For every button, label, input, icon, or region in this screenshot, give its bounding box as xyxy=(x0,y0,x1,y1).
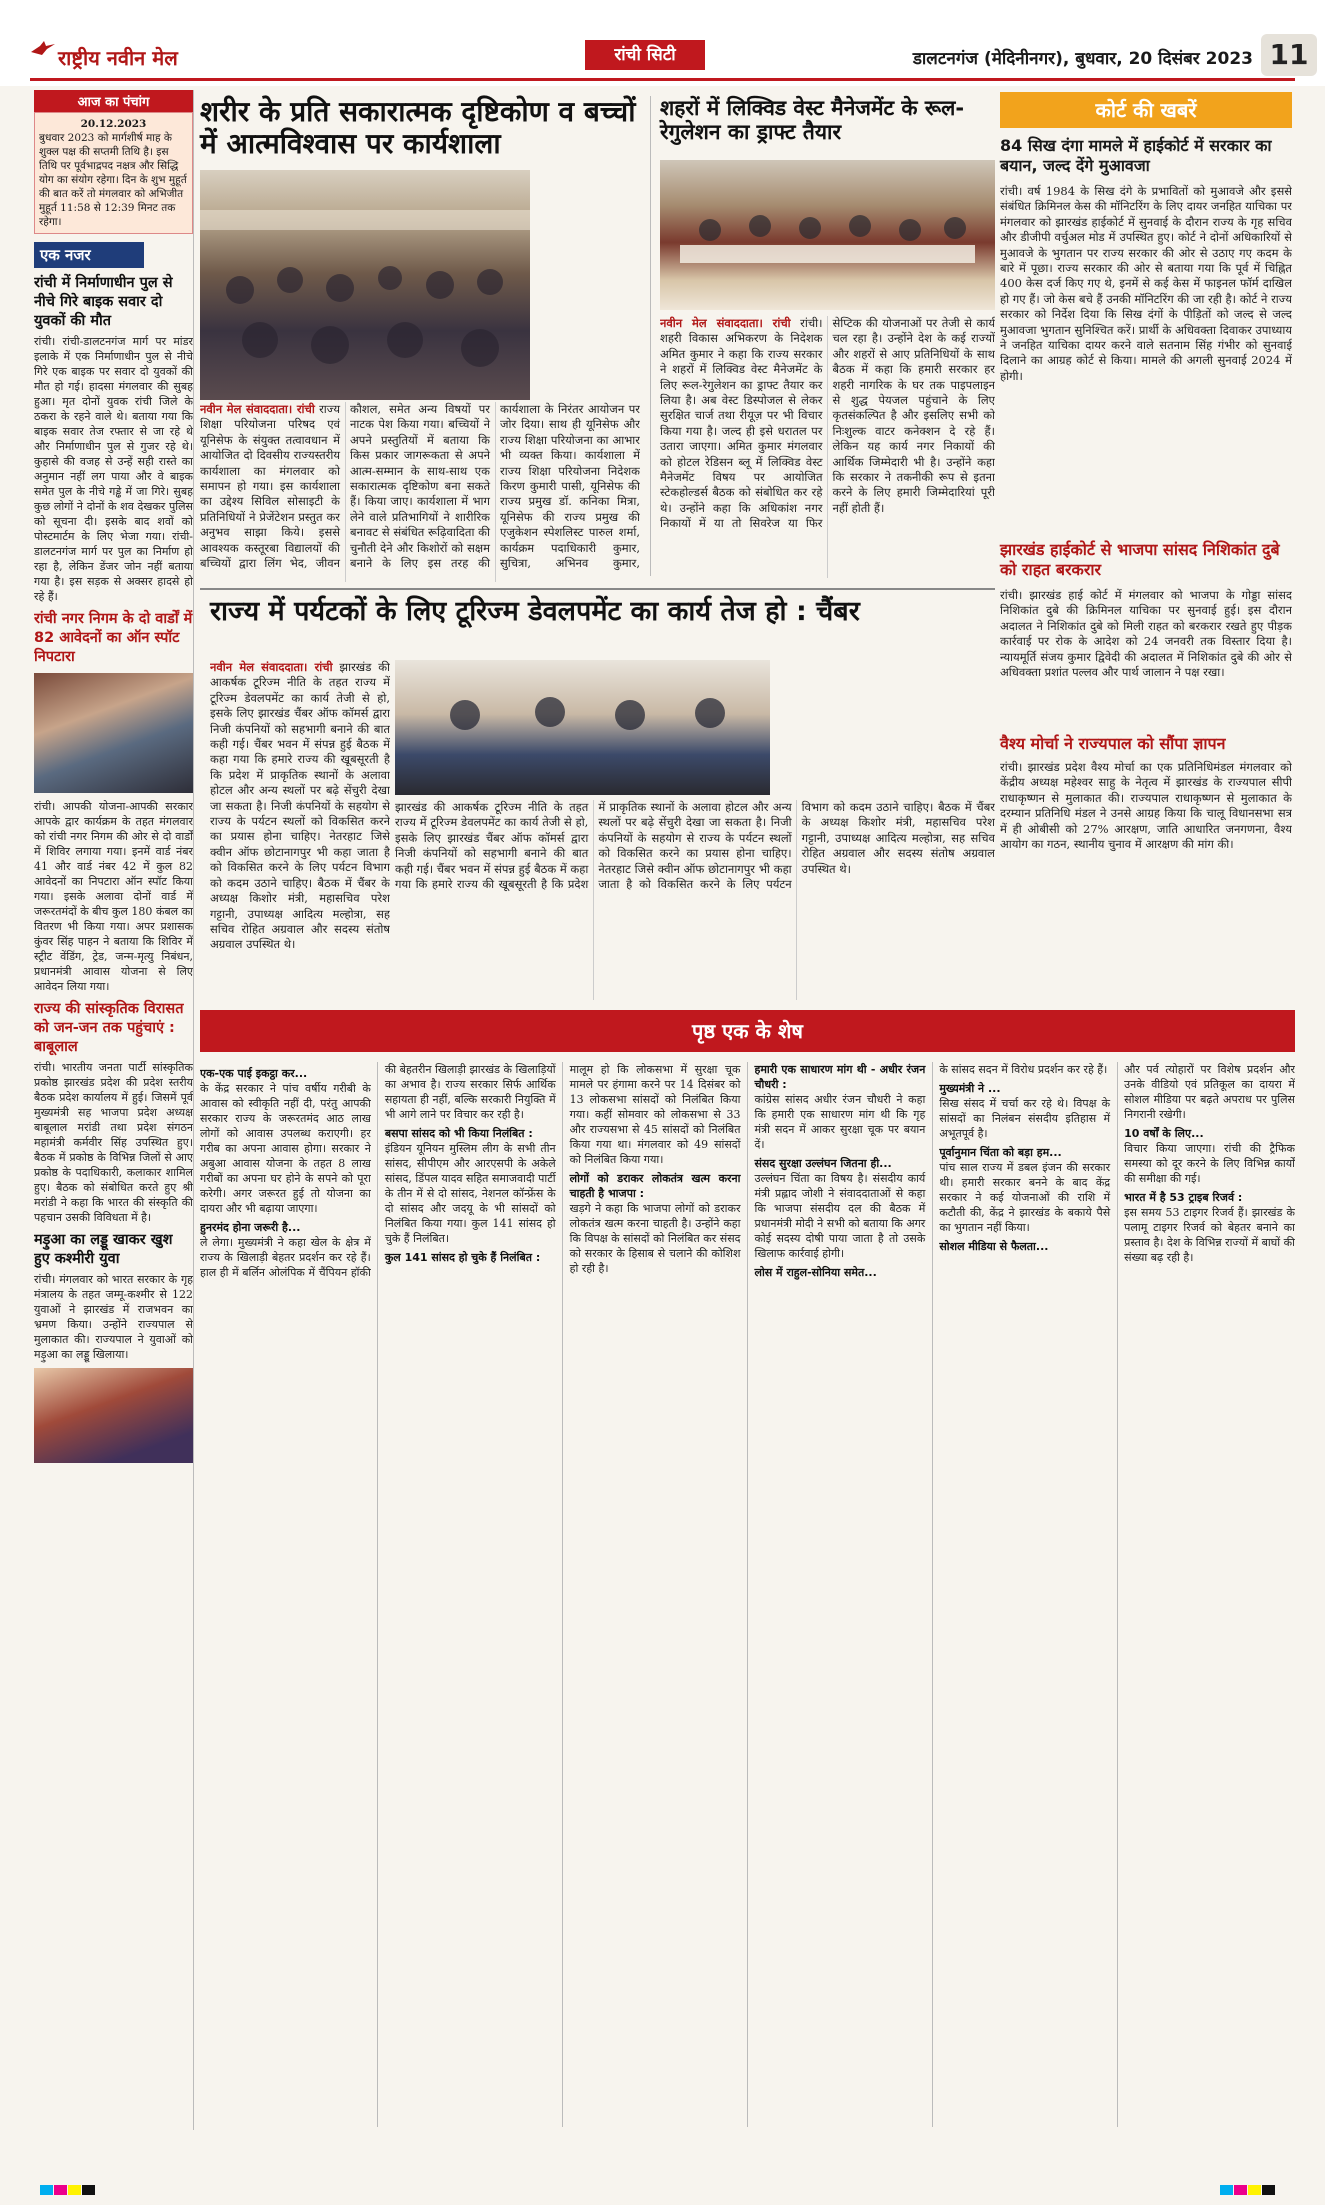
continued-text: मालूम हो कि लोकसभा में सुरक्षा चूक मामले पर हंगामा करने पर 14 दिसंबर को 13 लोकसभा सांसदों को निलंबित किया गया। कहीं सोमवार को लोकसभा से 33 और राज्यसभा से 45 सांसदों को निलंबित किया गया था। मंगलवार को 49 सांसदों को निलंबित किया गया। xyxy=(569,1063,741,1166)
court-body-2: रांची। झारखंड हाई कोर्ट में मंगलवार को भाजपा के गोड्डा सांसद निशिकांत दुबे की क्रिमिनल याचिका पर सुनवाई हुई। इस दौरान अदालत ने निशिकांत दुबे को मिली राहत को बरकरार रखते हुए पीड़क कार्रवाई पर रोक के आदेश को 24 जनवरी तक विस्तार दिया है। न्यायमूर्ति संजय कुमार द्विवेदी की अदालत में निशिकांत दुबे की ओर से अधिवक्ता प्रशांत पल्लव और पार्थ जालान ने पक्ष रखा। xyxy=(1000,588,1292,680)
article-2-byline: नवीन मेल संवाददाता। रांची xyxy=(660,316,791,330)
meeting-photo xyxy=(660,160,995,310)
left-headline-1: रांची में निर्माणाधीन पुल से नीचे गिरे बाइक सवार दो युवकों की मौत xyxy=(34,275,173,329)
footer xyxy=(0,2160,1325,2205)
continued-columns xyxy=(200,1062,1295,2127)
cyan-swatch xyxy=(1220,2185,1233,2195)
article-1-byline: नवीन मेल संवाददाता। रांची xyxy=(200,402,315,416)
page-number: 11 xyxy=(1261,34,1317,76)
continued-subhead: कुल 141 सांसद हो चुके हैं निलंबित : xyxy=(384,1251,541,1264)
bird-logo-icon xyxy=(30,40,56,56)
court-headline-2: झारखंड हाईकोर्ट से भाजपा सांसद निशिकांत दुबे को राहत बरकरार xyxy=(1000,540,1280,579)
continued-text: इस समय 53 टाइगर रिजर्व हैं। झारखंड के पलामू टाइगर रिजर्व को बेहतर बनाने का प्रस्ताव है। देश के विभिन्न राज्यों में बाघों की संख्या बढ़ रही है। xyxy=(1124,1206,1295,1264)
continued-subhead: मुख्यमंत्री ने ... xyxy=(939,1082,1001,1095)
yellow-swatch xyxy=(68,2185,81,2195)
continued-subhead: 10 वर्षों के लिए... xyxy=(1124,1127,1204,1140)
court-body-1: रांची। वर्ष 1984 के सिख दंगे के प्रभावितों को मुआवजे और इससे संबंधित क्रिमिनल केस की मॉनिटरिंग के लिए दायर जनहित याचिका पर मंगलवार को झारखंड हाईकोर्ट में सुनवाई के दौरान राज्य के गृह सचिव और डीजीपी वर्चुअल मोड में उपस्थित हुए। कोर्ट ने दोनों अधिकारियों से मुआवजे के भुगतान पर राज्य सरकार की ओर से उठाए गए कदम के बारे में पूछा। राज्य सरकार की ओर से बताया गया कि पूर्व में चिह्नित 400 केस दर्ज किए गए थे, इनमें से कई केस में फाइनल फॉर्म दाखिल हो गए हैं। जो केस बचे हैं उनकी मॉनिटरिंग की जा रही है। कोर्ट ने राज्य सरकार को निर्देश दिया कि सिख दंगों के पीड़ितों को जल्द से जल्द मुआवजा भुगतान सुनिश्चित करें। प्रार्थी के अधिवक्ता दिवाकर उपाध्याय ने जनहित याचिका दायर करने वाले सतनाम सिंह गंभीर को सुनवाई दिलाने का आग्रह कोर्ट से किया। मामले की अगली सुनवाई 2024 में होगी। xyxy=(1000,184,1292,383)
article-3-headline: राज्य में पर्यटकों के लिए टूरिज्म डेवलपमेंट का कार्य तेज हो : चैंबर xyxy=(210,596,860,627)
continued-text: विचार किया जाएगा। रांची की ट्रैफिक समस्या को दूर करने के लिए विभिन्न कार्यों की समीक्षा की गई। xyxy=(1124,1142,1295,1185)
camp-photo xyxy=(34,673,193,793)
workshop-photo-figures xyxy=(200,170,530,400)
court-headline-3: वैश्य मोर्चा ने राज्यपाल को सौंपा ज्ञापन xyxy=(1000,734,1226,753)
continued-subhead: संसद सुरक्षा उल्लंघन जितना ही... xyxy=(754,1157,892,1170)
court-body-3: रांची। झारखंड प्रदेश वैश्य मोर्चा का एक प्रतिनिधिमंडल मंगलवार को केंद्रीय अध्यक्ष महेश्वर साहु के नेतृत्व में झारखंड के राज्यपाल सीपी राधाकृष्णन से मुलाकात की। राज्यपाल राधाकृष्णन से मुलाकात के दरम्यान प्रतिनिधि मंडल ने उनसे आग्रह किया कि चालू विधानसभा सत्र में ही ओबीसी को 27% आरक्षण, जाति आधारित जनगणना, वैश्य आयोग का गठन, स्थानीय चुनाव में आरक्षण की मांग की। xyxy=(1000,760,1292,852)
ek-nazar-label: एक नजर xyxy=(34,242,144,268)
left-body-4: रांची। मंगलवार को भारत सरकार के गृह मंत्रालय के तहत जम्मू-कश्मीर से 122 युवाओं ने झारखंड में राजभवन का भ्रमण किया। उन्होंने राज्यपाल से मुलाकात की। राज्यपाल ने युवाओं को मड़ुआ का लड्डू खिलाया। xyxy=(34,1273,193,1361)
continued-subhead: बसपा सांसद को भी किया निलंबित : xyxy=(384,1127,533,1140)
left-headline-3: राज्य की सांस्कृतिक विरासत को जन-जन तक पहुंचाएं : बाबूलाल xyxy=(34,1001,184,1055)
continued-text: खड़गे ने कहा कि भाजपा लोगों को डराकर लोकतंत्र खत्म करना चाहती है। उन्होंने कहा कि विपक्ष के सांसदों को निलंबित कर संसद को सरकार के हिसाब से चलाने की कोशिश हो रही है। xyxy=(569,1202,741,1275)
continued-strip-title: पृष्ठ एक के शेष xyxy=(692,1019,803,1043)
left-body-3: रांची। भारतीय जनता पार्टी सांस्कृतिक प्रकोष्ठ झारखंड प्रदेश की प्रदेश स्तरीय बैठक प्रदेश कार्यालय में हुई। जिसमें पूर्व मुख्यमंत्री सह भाजपा प्रदेश अध्यक्ष बाबूलाल मरांडी तथा प्रदेश संगठन महामंत्री कर्मवीर सिंह उपस्थित हुए। बैठक में प्रकोष्ठ के विभिन्न जिलों से आए प्रकोष्ठ के पदाधिकारी, कलाकार शामिल हुए। बैठक को संबोधित करते हुए श्री मरांडी ने कहा कि भारत की संस्कृति की पहचान उसकी विविधता में है। xyxy=(34,1061,193,1224)
article-3-byline: नवीन मेल संवाददाता। रांची xyxy=(210,660,333,674)
panchang-text: बुधवार 2023 को मार्गशीर्ष माह के शुक्ल पक्ष की सप्तमी तिथि है। इस तिथि पर पूर्वभाद्रपद नक्षत्र और सिद्धि योग का संयोग रहेगा। दिन के शुभ मुहूर्त की बात करें तो मंगलवार को अभिजीत मुहूर्त 11:58 से 12:39 मिनट तक रहेगा। xyxy=(39,132,187,228)
continued-subhead: पूर्वानुमान चिंता को बड़ा हम... xyxy=(939,1146,1062,1159)
meeting-photo-figures xyxy=(660,160,995,310)
continued-text: कांग्रेस सांसद अधीर रंजन चौधरी ने कहा कि हमारी एक साधारण मांग थी कि गृह मंत्री सदन में आकर सुरक्षा चूक पर बयान दें। xyxy=(754,1093,926,1151)
court-headline-1: 84 सिख दंगा मामले में हाईकोर्ट में सरकार का बयान, जल्द देंगे मुआवजा xyxy=(1000,136,1272,175)
left-column xyxy=(34,90,194,2130)
left-headline-2: रांची नगर निगम के दो वार्डों में 82 आवेदनों का ऑन स्पॉट निपटारा xyxy=(34,611,193,665)
masthead-rule xyxy=(30,78,1295,81)
panchang-box xyxy=(34,112,193,234)
continued-text: ले लेगा। मुख्यमंत्री ने कहा खेल के क्षेत्र में राज्य के खिलाड़ी बेहतर प्रदर्शन कर रहे हैं। हाल ही में बर्लिन ओलंपिक में चैंपियन हॉकी की बेहतरीन खिलाड़ी झारखंड के खिलाड़ियों का अभाव है। राज्य सरकार सिर्फ आर्थिक सहायता ही नहीं, बल्कि सरकारी नियुक्ति में भी आगे लाने पर विचार कर रही है। xyxy=(200,1063,556,1279)
left-body-2: रांची। आपकी योजना-आपकी सरकार आपके द्वार कार्यक्रम के तहत मंगलवार को रांची नगर निगम की ओर से दो वार्डों में शिविर लगाया गया। इनमें वार्ड नंबर 41 और वार्ड नंबर 42 में कुल 82 आवेदनों का निपटारा ऑन स्पॉट किया गया। इसके अलावा दोनों वार्ड में जरूरतमंदों के बीच कुल 180 कंबल का वितरण भी किया गया। अपर प्रशासक कुंवर सिंह पाहन ने बताया कि शिविर में स्ट्रीट वेंडिंग, ट्रेड, जन्म-मृत्यु निबंधन, प्रधानमंत्री आवास योजना से लिए आवेदन लिया गया। xyxy=(34,800,193,993)
article-3-text-cont: झारखंड की आकर्षक टूरिज्म नीति के तहत राज्य में टूरिज्म डेवलपमेंट का कार्य तेजी से हो, इसके लिए झारखंड चैंबर ऑफ कॉमर्स द्वारा निजी कंपनियों को सहभागी बनाने की बात कही गई। चैंबर भवन में संपन्न हुई बैठक में कहा गया कि हमारे राज्य की खूबसूरती है कि प्रदेश में प्राकृतिक स्थानों के अलावा होटल और अन्य स्थलों पर बढ़े सेंचुरी देखा जा सकता है। निजी कंपनियों के सहयोग से राज्य के पर्यटन स्थलों को विकसित करने का प्रयास होना चाहिए। नेतरहाट जिसे क्वीन ऑफ छोटानागपुर भी कहा जाता है को विकसित करने के लिए पर्यटन विभाग को कदम उठाने चाहिए। बैठक में चैंबर के अध्यक्ष किशोर मंत्री, महासचिव परेश गट्टानी, उपाध्यक्ष आदित्य मल्होत्रा, सह सचिव रोहित अग्रवाल और सदस्य संतोष अग्रवाल उपस्थित थे। xyxy=(395,800,995,892)
article-3-text: झारखंड की आकर्षक टूरिज्म नीति के तहत राज्य में टूरिज्म डेवलपमेंट का कार्य तेजी से हो, इसके लिए झारखंड चैंबर ऑफ कॉमर्स द्वारा निजी कंपनियों को सहभागी बनाने की बात कही गई। चैंबर भवन में संपन्न हुई बैठक में कहा गया कि हमारे राज्य की खूबसूरती है कि प्रदेश में प्राकृतिक स्थानों के अलावा होटल और अन्य स्थलों पर बढ़े सेंचुरी देखा जा सकता है। निजी कंपनियों के सहयोग से राज्य के पर्यटन स्थलों को विकसित करने का प्रयास होना चाहिए। नेतरहाट जिसे क्वीन ऑफ छोटानागपुर भी कहा जाता है को विकसित करने के लिए पर्यटन विभाग को कदम उठाने चाहिए। बैठक में चैंबर के अध्यक्ष किशोर मंत्री, महासचिव परेश गट्टानी, उपाध्यक्ष आदित्य मल्होत्रा, सह सचिव रोहित अग्रवाल और सदस्य संतोष अग्रवाल उपस्थित थे। xyxy=(210,660,390,952)
magenta-swatch xyxy=(54,2185,67,2195)
article-2-headline: शहरों में लिक्विड वेस्ट मैनेजमेंट के रूल-रेगुलेशन का ड्राफ्ट तैयार xyxy=(660,96,965,145)
panchang-title: आज का पंचांग xyxy=(34,90,193,112)
newspaper-brand: राष्ट्रीय नवीन मेल xyxy=(58,46,178,70)
masthead xyxy=(0,0,1325,86)
continued-text: इंडियन यूनियन मुस्लिम लीग के सभी तीन सांसद, सीपीएम और आरएसपी के अकेले सांसद, डिंपल यादव सहित समाजवादी पार्टी के तीन में से दो सांसद, नेशनल कॉन्फ्रेंस के दो सांसद और जदयू के भी सांसदों को निलंबित किया गया। कुल 141 सांसद हो चुके हैं निलंबित। xyxy=(384,1142,556,1245)
continued-subhead: सोशल मीडिया से फैलता... xyxy=(939,1240,1049,1253)
continued-text: के केंद्र सरकार ने पांच वर्षीय गरीबी के आवास को स्वीकृति नहीं दी, परंतु आपकी सरकार राज्य के जरूरतमंद आठ लाख लोगों को आवास उपलब्ध कराएगी। हर गरीब का अपना आवास होगा। सरकार ने अबुआ आवास योजना के तहत 8 लाख गरीबों का अपना घर होने के सपने को पूरा करेगी। अगर जरूरत हुई तो योजना का दायरा और भी बढ़ाया जाएगा। xyxy=(200,1082,371,1215)
article-2-body xyxy=(660,316,995,578)
workshop-photo xyxy=(200,170,530,400)
continued-text: पांच साल राज्य में डबल इंजन की सरकार थी। हमारी सरकार बनने के बाद केंद्र सरकार ने कई योजनाओं की राशि में कटौती की, केंद्र ने झारखंड के बकाये पैसे का भुगतान नहीं किया। xyxy=(939,1161,1111,1234)
article-1-body xyxy=(200,402,640,582)
kashmir-youth-photo xyxy=(34,1368,193,1463)
continued-subhead: एक-एक पाई इकट्ठा कर... xyxy=(200,1067,308,1080)
panchang-date: 20.12.2023 xyxy=(80,118,147,130)
article-3-body xyxy=(210,660,390,1000)
cyan-swatch xyxy=(40,2185,53,2195)
continued-strip xyxy=(200,1010,1295,1052)
chamber-photo-figures xyxy=(395,660,770,795)
column-divider xyxy=(650,96,651,576)
article-1-headline: शरीर के प्रति सकारात्मक दृष्टिकोण व बच्चों में आत्मविश्वास पर कार्यशाला xyxy=(200,95,636,161)
chamber-photo xyxy=(395,660,770,795)
left-body-1: रांची। रांची-डालटनगंज मार्ग पर मांडर इलाके में एक निर्माणाधीन पुल से नीचे गिरे एक बाइक पर सवार दो युवकों की मौत हो गई। हादसा मंगलवार की सुबह हुआ। मृत दोनों युवक रांची जिले के ठकरा के रहने वाले थे। बताया गया कि बाइक सवार तेज रफ्तार से जा रहे थे और निर्माणाधीन पुल से गुजर रहे थे। कुहासे की वजह से उन्हें सही रास्ते का अनुमान नहीं लग पाया और वे बाइक समेत पुल के नीचे गड्ढे में जा गिरे। सुबह कुछ लोगों ने दोनों के शव देखकर पुलिस को सूचना दी। इसके बाद शवों को पोस्टमार्टम के लिए भेजा गया। रांची-डालटनगंज मार्ग पर पुल का निर्माण हो रहा है, लेकिन डेंजर जोन नहीं बताया गया है। इस सड़क से अक्सर हादसे हो रहे हैं। xyxy=(34,335,193,603)
continued-subhead: लोस में राहुल-सोनिया समेत... xyxy=(754,1266,877,1279)
dateline: डालटनगंज (मेदिनीनगर), बुधवार, 20 दिसंबर 2023 xyxy=(912,49,1253,69)
continued-text: सिख संसद में चर्चा कर रहे थे। विपक्ष के सांसदों का निलंबन संसदीय इतिहास में अभूतपूर्व है। xyxy=(939,1097,1111,1140)
yellow-swatch xyxy=(1248,2185,1261,2195)
court-news-header: कोर्ट की खबरें xyxy=(1000,92,1292,128)
black-swatch xyxy=(82,2185,95,2195)
continued-subhead: हमारी एक साधारण मांग थी - अधीर रंजन चौधरी : xyxy=(754,1063,926,1091)
continued-subhead: लोगों को डराकर लोकतंत्र खत्म करना चाहती है भाजपा : xyxy=(569,1172,741,1200)
black-swatch xyxy=(1262,2185,1275,2195)
continued-text: के सांसद सदन में विरोध प्रदर्शन कर रहे हैं। xyxy=(939,1063,1108,1076)
section-tab-ranchi-city: रांची सिटी xyxy=(585,40,705,70)
left-headline-4: मड़ुआ का लड्डू खाकर खुश हुए कश्मीरी युवा xyxy=(34,1232,173,1267)
article-3-body-cont xyxy=(395,800,995,1000)
continued-text: उल्लंघन चिंता का विषय है। संसदीय कार्य मंत्री प्रह्लाद जोशी ने संवाददाताओं से कहा कि भाजपा संसदीय दल की बैठक में प्रधानमंत्री मोदी ने सभी को बताया कि अगर कोई सदस्य दोषी पाया जाता है तो उसके खिलाफ कार्रवाई होगी। xyxy=(754,1172,926,1260)
article-divider xyxy=(200,588,995,590)
magenta-swatch xyxy=(1234,2185,1247,2195)
article-1-text: राज्य शिक्षा परियोजना परिषद एवं यूनिसेफ के संयुक्त तत्वावधान में आयोजित दो दिवसीय राज्यस्तरीय कार्यशाला का मंगलवार को समापन हो गया। इस कार्यशाला का उद्देश्य सिविल सोसाइटी के प्रतिनिधियों ने प्रेजेंटेशन प्रस्तुत कर अनुभव साझा किये। इससे आवश्यक कस्तूरबा विद्यालयों की बच्चियों द्वारा लिंग भेद, जीवन कौशल, समेत अन्य विषयों पर नाटक पेश किया गया। बच्चियों ने अपने प्रस्तुतियों में बताया कि किस प्रकार जागरूकता से अपने आत्म-सम्मान के साथ-साथ एक सकारात्मक दृष्टिकोण बना सकते हैं। किया जाए। कार्यशाला में भाग लेने वाले प्रतिभागियों ने शारीरिक बनावट से संबंधित रूढ़िवादिता की चुनौती देने और किशोरों को सक्षम बनाने के लिए इस तरह की कार्यशाला के निरंतर आयोजन पर जोर दिया। साथ ही यूनिसेफ और राज्य शिक्षा परियोजना का आभार भी व्यक्त किया। कार्यशाला में राज्य शिक्षा परियोजना निदेशक किरण कुमारी पासी, यूनिसेफ की राज्य प्रमुख डॉ. कनिका मित्रा, यूनिसेफ की राज्य प्रमुख की एजुकेशन स्पेशलिस्ट पारुल शर्मा, कार्यक्रम पदाधिकारी कुमार, सुचित्रा, अभिनव कुमार, xyxy=(200,402,640,571)
continued-text: और पर्व त्योहारों पर विशेष प्रदर्शन और उनके वीडियो एवं प्रतिकूल का दायरा में सोशल मीडिया पर बढ़ते अपराध पर पुलिस निगरानी रखेगी। xyxy=(1124,1063,1295,1121)
continued-subhead: हुनरमंद होना जरूरी है... xyxy=(200,1221,301,1234)
continued-subhead: भारत में है 53 ट्राइब रिजर्व : xyxy=(1124,1191,1243,1204)
article-2-text: रांची। शहरी विकास अभिकरण के निदेशक अमित कुमार ने कहा कि राज्य सरकार ने शहरों में लिक्विड वेस्ट मैनेजमेंट के लिए रूल-रेगुलेशन का ड्राफ्ट तैयार कर लिया है। अब वेस्ट डिस्पोजल से लेकर सुरक्षित चार्ज तथा रीयूज़ पर भी विचार किया गया है। जल्द ही इसे धरातल पर उतारा जाएगा। अमित कुमार मंगलवार को होटल रेडिसन ब्लू में लिक्विड वेस्ट मैनेजमेंट विषय पर आयोजित स्टेकहोल्डर्स बैठक को संबोधित कर रहे थे। उन्होंने कहा कि अधिकांश नगर निकायों में या तो सिवरेज या फिर सेप्टिक की योजनाओं पर तेजी से कार्य चल रहा है। उन्होंने देश के कई राज्यों और शहरों से आए प्रतिनिधियों के साथ बैठक में कहा कि हमारी सरकार हर शहरी नागरिक के घर तक पाइपलाइन से शुद्ध पेयजल पहुंचाने के लिए कृतसंकल्पित है और इसलिए सभी को निःशुल्क वाटर कनेक्शन दे रहे हैं। लेकिन यह कार्य नगर निकायों की आर्थिक जिम्मेदारी भी है। उन्होंने कहा कि सरकार ने तकनीकी रूप से इतना करने के लिए हमारी जिम्मेदारियां पूरी नहीं होती हैं। xyxy=(660,316,995,531)
